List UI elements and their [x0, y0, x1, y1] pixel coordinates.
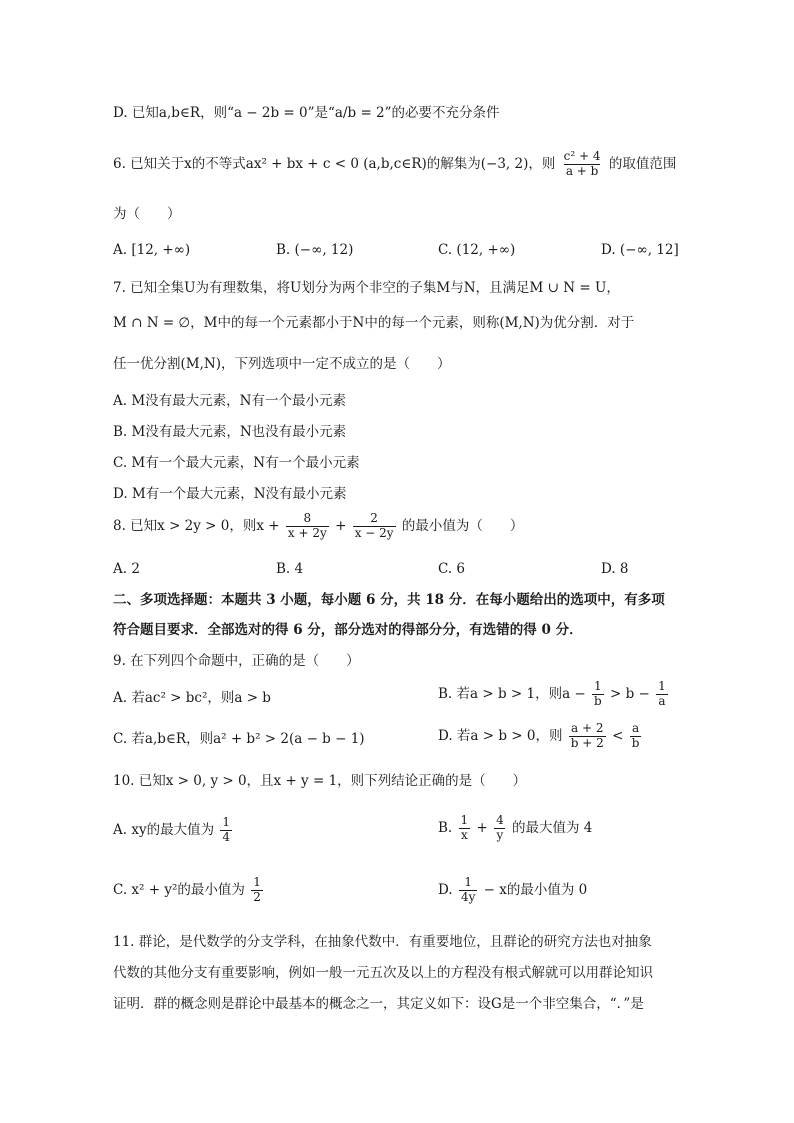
q9-stem: 9. 在下列四个命题中，正确的是（ ）: [113, 653, 360, 669]
q9d-pre: D. 若a > b > 0，则: [438, 727, 563, 744]
q9b-frac2-den: a: [658, 693, 666, 708]
q10-option-d: [438, 876, 587, 905]
q9d-frac2-den: b: [631, 735, 640, 750]
q7-option-a: A. M没有最大元素，N有一个最小元素: [113, 393, 346, 409]
q10d-post: − x的最小值为 0: [483, 881, 588, 898]
q10b-post: 的最大值为 4: [512, 819, 593, 836]
q6-frac-den: a + b: [565, 163, 599, 178]
q9d-frac1-num: a + 2: [571, 721, 604, 735]
q9-option-b: [438, 680, 670, 709]
q9b-frac1-num: 1: [594, 679, 602, 693]
q9d-mid: <: [612, 727, 624, 744]
q9b-mid: > b −: [610, 685, 650, 702]
q6-stem-cont: 为（ ）: [113, 206, 181, 222]
q6-option-c: C. (12, +∞): [438, 242, 516, 258]
q11-line1: 11. 群论，是代数学的分支学科，在抽象代数中．有重要地位，且群论的研究方法也对抽象: [113, 934, 652, 950]
q7-stem-line1: 7. 已知全集U为有理数集，将U划分为两个非空的子集M与N，且满足M ∪ N = U，: [113, 280, 620, 296]
q10d-frac-num: 1: [464, 875, 472, 889]
q7-option-c: C. M有一个最大元素，N有一个最小元素: [113, 455, 360, 471]
q8-fraction-2: [353, 512, 396, 541]
q7-stem-line2: M ∩ N = ∅，M中的每一个元素都小于N中的每一个元素，则称(M,N)为优分割．对于: [113, 315, 635, 331]
q10d-pre: D.: [438, 881, 453, 898]
q6-stem: [113, 150, 676, 179]
q6-option-a: A. [12, +∞): [113, 242, 191, 258]
q6-stem-tail: 的取值范围: [608, 155, 677, 172]
q9b-frac1-den: b: [594, 693, 602, 708]
q10c-frac: [251, 876, 263, 905]
q8-stem-tail: 的最小值为（ ）: [401, 517, 524, 534]
q10a-frac-num: 1: [222, 815, 231, 829]
q9-option-d: [438, 722, 643, 751]
q9d-frac-1: [569, 722, 606, 751]
q9d-frac2-num: a: [631, 721, 640, 735]
q6-stem-text: 6. 已知关于x的不等式ax² + bx + c < 0 (a,b,c∈R)的解集为(−3, 2)，则: [113, 155, 556, 172]
q9d-frac-2: [630, 722, 642, 751]
q9-option-c: C. 若a,b∈R，则a² + b² > 2(a − b − 1): [113, 731, 365, 747]
q7-stem-line3: 任一优分割(M,N)，下列选项中一定不成立的是（ ）: [113, 356, 451, 372]
q10-option-c: [113, 876, 265, 905]
q8-option-d: D. 8: [601, 561, 629, 577]
q7-option-b: B. M没有最大元素，N也没有最小元素: [113, 424, 347, 440]
q10b-frac1-den: x: [460, 827, 468, 842]
q10-option-b: [438, 814, 592, 843]
q10b-frac2-den: y: [496, 827, 504, 842]
q9d-frac1-den: b + 2: [570, 735, 604, 750]
q10c-frac-num: 1: [253, 875, 261, 889]
q6-option-d: D. (−∞, 12]: [601, 242, 679, 258]
q10d-frac-den: 4y: [460, 889, 476, 904]
q8-fraction-1: [286, 512, 329, 541]
q8-frac2-den: x − 2y: [354, 525, 394, 540]
q10-stem: 10. 已知x > 0, y > 0，且x + y = 1，则下列结论正确的是（ ）: [113, 773, 527, 789]
q9b-pre: B. 若a > b > 1，则a −: [438, 685, 586, 702]
q10a-frac: [220, 816, 232, 845]
q8-option-b: B. 4: [276, 561, 304, 577]
q9b-frac-1: [592, 680, 604, 709]
q9b-frac-2: [656, 680, 668, 709]
q8-frac1-num: 8: [303, 511, 312, 525]
q8-option-a: A. 2: [113, 561, 140, 577]
q8-stem-text: 8. 已知x > 2y > 0，则x +: [113, 517, 280, 534]
q9b-frac2-num: 1: [658, 679, 666, 693]
q10d-frac: [459, 876, 477, 905]
q11-line3: 证明．群的概念则是群论中最基本的概念之一，其定义如下：设G是一个非空集合，“．”是: [113, 996, 644, 1012]
q8-option-c: C. 6: [438, 561, 466, 577]
q6-frac-num: c² + 4: [563, 149, 601, 163]
q8-stem: [113, 512, 523, 541]
q10b-frac1-num: 1: [460, 813, 469, 827]
q6-option-b: B. (−∞, 12): [276, 242, 354, 258]
q8-plus: +: [335, 517, 347, 534]
q10c-pre: C. x² + y²的最小值为: [113, 881, 245, 898]
q5-option-d: D. 已知a,b∈R，则“a − 2b = 0”是“a/b = 2”的必要不充分条件: [113, 105, 500, 121]
q10b-frac-2: [494, 814, 506, 843]
section2-heading-line1: 二、多项选择题：本题共 3 小题，每小题 6 分，共 18 分．在每小题给出的选项中，有多项: [113, 592, 665, 608]
q7-option-d: D. M有一个最大元素，N没有最小元素: [113, 486, 347, 502]
q8-frac1-den: x + 2y: [287, 525, 327, 540]
q8-frac2-num: 2: [370, 511, 378, 525]
q10a-frac-den: 4: [222, 829, 231, 844]
q10b-plus: +: [476, 819, 488, 836]
q10b-frac2-num: 4: [496, 813, 504, 827]
q6-fraction: [562, 150, 603, 179]
q10-option-a: [113, 816, 234, 845]
section2-heading-line2: 符合题目要求．全部选对的得 6 分，部分选对的得部分分，有选错的得 0 分．: [113, 622, 583, 638]
q9-option-a: A. 若ac² > bc²，则a > b: [113, 690, 271, 706]
q10a-pre: A. xy的最大值为: [113, 821, 215, 838]
q10b-pre: B.: [438, 819, 453, 836]
q10b-frac-1: [459, 814, 471, 843]
q11-line2: 代数的其他分支有重要影响，例如一般一元五次及以上的方程没有根式解就可以用群论知识: [113, 965, 653, 981]
q10c-frac-den: 2: [253, 889, 261, 904]
